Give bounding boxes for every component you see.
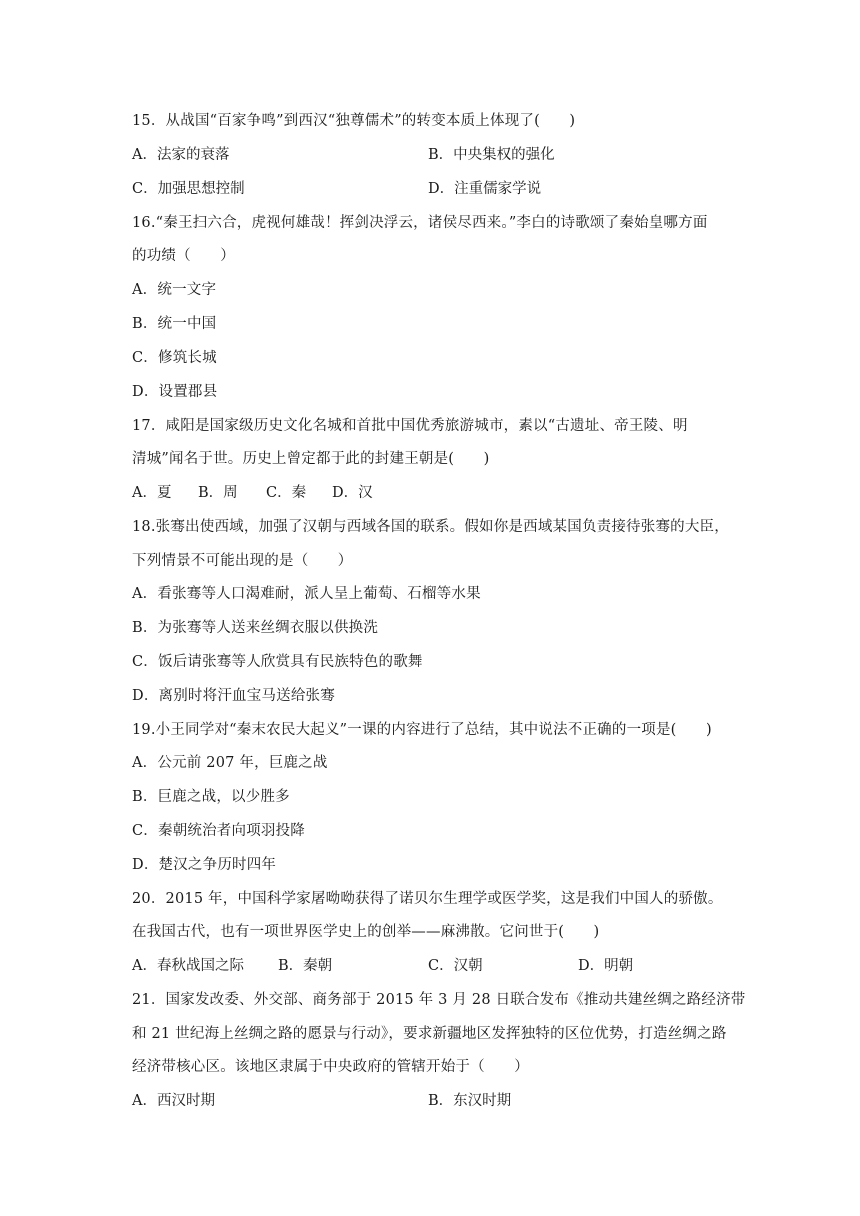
question-18-option-a: A．看张骞等人口渴难耐，派人呈上葡萄、石榴等水果	[132, 586, 481, 602]
question-15-stem-line-1: 15．从战国“百家争鸣”到西汉“独尊儒术”的转变本质上体现了( )	[132, 113, 576, 129]
question-17-option-c: C．秦	[266, 485, 307, 501]
question-16-stem-line-2: 的功绩（ ）	[132, 248, 235, 264]
question-21-stem-line-2: 和 21 世纪海上丝绸之路的愿景与行动》，要求新疆地区发挥独特的区位优势，打造丝绸之路	[132, 1026, 727, 1042]
question-19-option-c: C．秦朝统治者向项羽投降	[132, 823, 305, 839]
question-18-option-b: B．为张骞等人送来丝绸衣服以供换洗	[132, 620, 379, 636]
question-17-option-d: D．汉	[332, 485, 373, 501]
question-21-option-a: A．西汉时期	[132, 1093, 215, 1109]
question-18-option-d: D．离别时将汗血宝马送给张骞	[132, 688, 335, 704]
question-18-option-c: C．饭后请张骞等人欣赏具有民族特色的歌舞	[132, 654, 423, 670]
question-18-stem-line-2: 下列情景不可能出现的是（ ）	[132, 553, 353, 569]
question-16-stem-line-1: 16.“秦王扫六合，虎视何雄哉！挥剑决浮云，诸侯尽西来。”李白的诗歌颂了秦始皇哪方面	[132, 215, 708, 231]
question-21-stem-line-3: 经济带核心区。该地区隶属于中央政府的管辖开始于（ ）	[132, 1059, 529, 1075]
question-19-option-b: B．巨鹿之战，以少胜多	[132, 789, 290, 805]
question-18-stem-line-1: 18.张骞出使西域，加强了汉朝与西域各国的联系。假如你是西域某国负责接待张骞的大臣，	[132, 519, 729, 535]
question-15-option-c: C．加强思想控制	[132, 181, 245, 197]
question-19-option-a: A．公元前 207 年，巨鹿之战	[132, 755, 328, 771]
question-20-options-row	[132, 956, 732, 976]
question-15-option-d: D．注重儒家学说	[428, 181, 542, 197]
question-20-option-d: D．明朝	[578, 958, 634, 974]
question-15-option-b: B．中央集权的强化	[428, 147, 555, 163]
question-15-option-a: A．法家的衰落	[132, 147, 230, 163]
question-19-option-d: D．楚汉之争历时四年	[132, 857, 277, 873]
question-15-options-row-2	[132, 179, 732, 199]
question-21-option-b: B．东汉时期	[428, 1093, 512, 1109]
question-15-options-row-1	[132, 145, 732, 165]
question-17-options-row	[132, 483, 732, 503]
question-21-stem-line-1: 21．国家发改委、外交部、商务部于 2015 年 3 月 28 日联合发布《推动共建丝绸之路经济带	[132, 992, 746, 1008]
question-16-option-a: A．统一文字	[132, 282, 217, 298]
question-17-stem-line-2: 清城”闻名于世。历史上曾定都于此的封建王朝是( )	[132, 451, 490, 467]
question-21-options-row	[132, 1091, 732, 1111]
question-20-option-b: B．秦朝	[278, 958, 333, 974]
question-19-stem-line-1: 19.小王同学对“秦末农民大起义”一课的内容进行了总结，其中说法不正确的一项是( )	[132, 722, 712, 738]
question-16-option-b: B．统一中国	[132, 316, 217, 332]
question-16-option-d: D．设置郡县	[132, 384, 218, 400]
question-20-option-a: A．春秋战国之际	[132, 958, 244, 974]
question-17-stem-line-1: 17．咸阳是国家级历史文化名城和首批中国优秀旅游城市，素以“古遗址、帝王陵、明	[132, 418, 688, 434]
question-20-option-c: C．汉朝	[428, 958, 483, 974]
question-20-stem-line-1: 20．2015 年，中国科学家屠呦呦获得了诺贝尔生理学或医学奖，这是我们中国人的骄傲。	[132, 891, 723, 907]
question-20-stem-line-2: 在我国古代，也有一项世界医学史上的创举——麻沸散。它问世于( )	[132, 924, 600, 940]
question-17-option-b: B．周	[198, 485, 238, 501]
question-17-option-a: A．夏	[132, 485, 172, 501]
question-16-option-c: C．修筑长城	[132, 350, 217, 366]
